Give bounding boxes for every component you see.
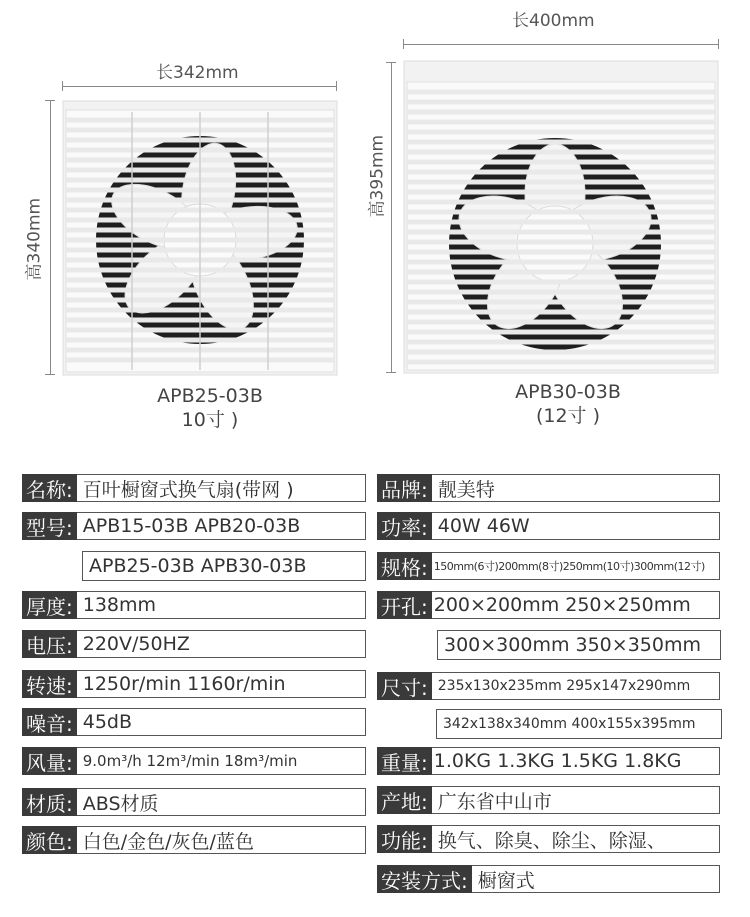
spec-value: 百叶橱窗式换气扇(带网 ): [77, 474, 366, 502]
spec-label: 产地:: [377, 786, 432, 814]
spec-value: 换气、除臭、除尘、除湿、: [432, 825, 720, 853]
spec-value: 150mm(6寸)200mm(8寸)250mm(10寸)300mm(12寸): [432, 552, 720, 580]
spec-value: APB15-03B APB20-03B: [77, 512, 366, 540]
spec-value: 白色/金色/灰色/蓝色: [77, 826, 366, 854]
spec-label: 尺寸:: [377, 672, 432, 700]
spec-value: 橱窗式: [472, 865, 720, 893]
spec-label: 品牌:: [377, 474, 432, 502]
spec-label: 型号:: [22, 512, 77, 540]
spec-model-cont: APB25-03B APB30-03B: [82, 551, 366, 581]
spec-value: 220V/50HZ: [77, 630, 366, 658]
spec-weight: [377, 747, 720, 775]
spec-function: [377, 825, 720, 853]
right-height-line: [391, 62, 392, 372]
spec-install: [377, 865, 720, 893]
spec-value: 靓美特: [432, 474, 720, 502]
spec-value: 138mm: [77, 591, 366, 619]
left-height-tick-a: [45, 100, 55, 101]
right-height-label: 高395mm: [367, 134, 388, 218]
left-height-tick-b: [45, 374, 55, 375]
spec-value: 40W 46W: [432, 512, 720, 540]
spec-value: ABS材质: [77, 788, 366, 816]
left-height-line: [50, 100, 51, 374]
spec-speed: [22, 670, 366, 698]
left-height-label: 高340mm: [24, 197, 45, 281]
spec-noise: [22, 708, 366, 736]
spec-value: 1250r/min 1160r/min: [77, 670, 366, 698]
right-width-label: 长400mm: [512, 11, 595, 31]
spec-airflow: [22, 747, 366, 775]
spec-label: 材质:: [22, 788, 77, 816]
spec-cutout-cont: 300×300mm 350×350mm: [437, 630, 721, 660]
right-height-tick-a: [386, 62, 396, 63]
left-width-label: 长342mm: [156, 63, 239, 83]
spec-thickness: [22, 591, 366, 619]
spec-value: 45dB: [77, 708, 366, 736]
spec-name: [22, 474, 366, 502]
spec-cutout: [377, 591, 720, 619]
left-width-tick-a: [62, 81, 63, 91]
spec-material: [22, 788, 366, 816]
right-model-size: (12寸 ): [535, 405, 601, 427]
spec-label: 电压:: [22, 630, 77, 658]
left-model-size: 10寸 ): [181, 409, 239, 431]
left-width-tick-b: [336, 81, 337, 91]
left-model-name: APB25-03B: [157, 385, 263, 407]
spec-value: 200×200mm 250×250mm: [432, 591, 720, 619]
spec-model: [22, 512, 366, 540]
spec-dimensions-cont: 342x138x340mm 400x155x395mm: [436, 709, 722, 739]
spec-label: 风量:: [22, 747, 77, 775]
spec-label: 名称:: [22, 474, 77, 502]
spec-size-range: [377, 552, 720, 580]
spec-value: 1.0KG 1.3KG 1.5KG 1.8KG: [432, 747, 720, 775]
right-width-tick-b: [718, 39, 719, 49]
spec-label: 厚度:: [22, 591, 77, 619]
spec-label: 安装方式:: [377, 865, 472, 893]
spec-label: 功能:: [377, 825, 432, 853]
spec-brand: [377, 474, 720, 502]
spec-label: 噪音:: [22, 708, 77, 736]
left-width-line: [62, 86, 336, 87]
spec-value: 9.0m³/h 12m³/min 18m³/min: [77, 747, 366, 775]
right-width-line: [403, 44, 718, 45]
spec-voltage: [22, 630, 366, 658]
fan-image-apb25: [62, 100, 338, 376]
right-width-tick-a: [403, 39, 404, 49]
spec-label: 重量:: [377, 747, 432, 775]
spec-dimensions: [377, 672, 720, 700]
spec-label: 颜色:: [22, 826, 77, 854]
spec-color: [22, 826, 366, 854]
fan-image-apb30: [403, 60, 719, 374]
spec-label: 功率:: [377, 512, 432, 540]
spec-label: 规格:: [377, 552, 432, 580]
spec-value: 广东省中山市: [432, 786, 720, 814]
spec-label: 转速:: [22, 670, 77, 698]
right-height-tick-b: [386, 372, 396, 373]
spec-label: 开孔:: [377, 591, 432, 619]
spec-power: [377, 512, 720, 540]
spec-origin: [377, 786, 720, 814]
right-model-name: APB30-03B: [515, 381, 621, 403]
spec-value: 235x130x235mm 295x147x290mm: [432, 672, 720, 700]
